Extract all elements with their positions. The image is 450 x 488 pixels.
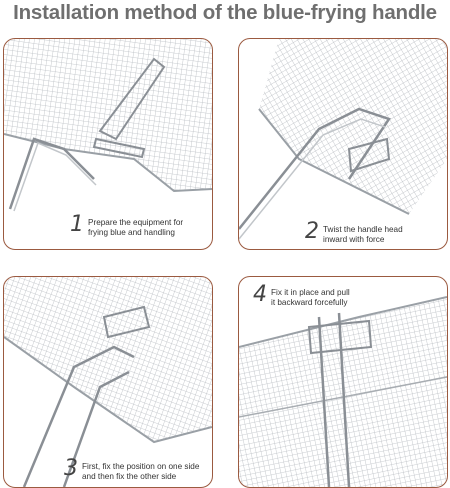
step-1-caption (70, 212, 184, 237)
step-4-text-line1: Fix it in place and pull (271, 288, 350, 297)
page-title: Installation method of the blue-frying handle (13, 1, 437, 24)
step-2-caption (305, 219, 403, 244)
step-2-text-line1: Twist the handle head (323, 225, 403, 234)
step-1-text-line2: frying blue and handling (88, 227, 175, 237)
step-2-panel (238, 38, 448, 250)
step-4-illustration (239, 277, 447, 487)
step-4-panel (238, 276, 448, 488)
step-3-caption (64, 456, 200, 481)
step-4-text-line2: it backward forcefully (271, 297, 348, 307)
step-2-number: 2 (305, 219, 319, 244)
step-1-text-line1: Prepare the equipment for (88, 218, 184, 227)
step-2-illustration (239, 39, 447, 249)
step-1-number: 1 (70, 212, 84, 237)
step-3-illustration (4, 277, 212, 487)
step-3-text-line2: and then fix the other side (82, 471, 177, 481)
step-4-number: 4 (253, 282, 267, 307)
step-3-number: 3 (64, 456, 78, 481)
step-3-text-line1: First, fix the position on one side (82, 462, 200, 471)
step-3-panel (3, 276, 213, 488)
step-2-text-line2: inward with force (323, 234, 385, 244)
step-1-panel (3, 38, 213, 250)
step-4-caption (253, 282, 350, 307)
